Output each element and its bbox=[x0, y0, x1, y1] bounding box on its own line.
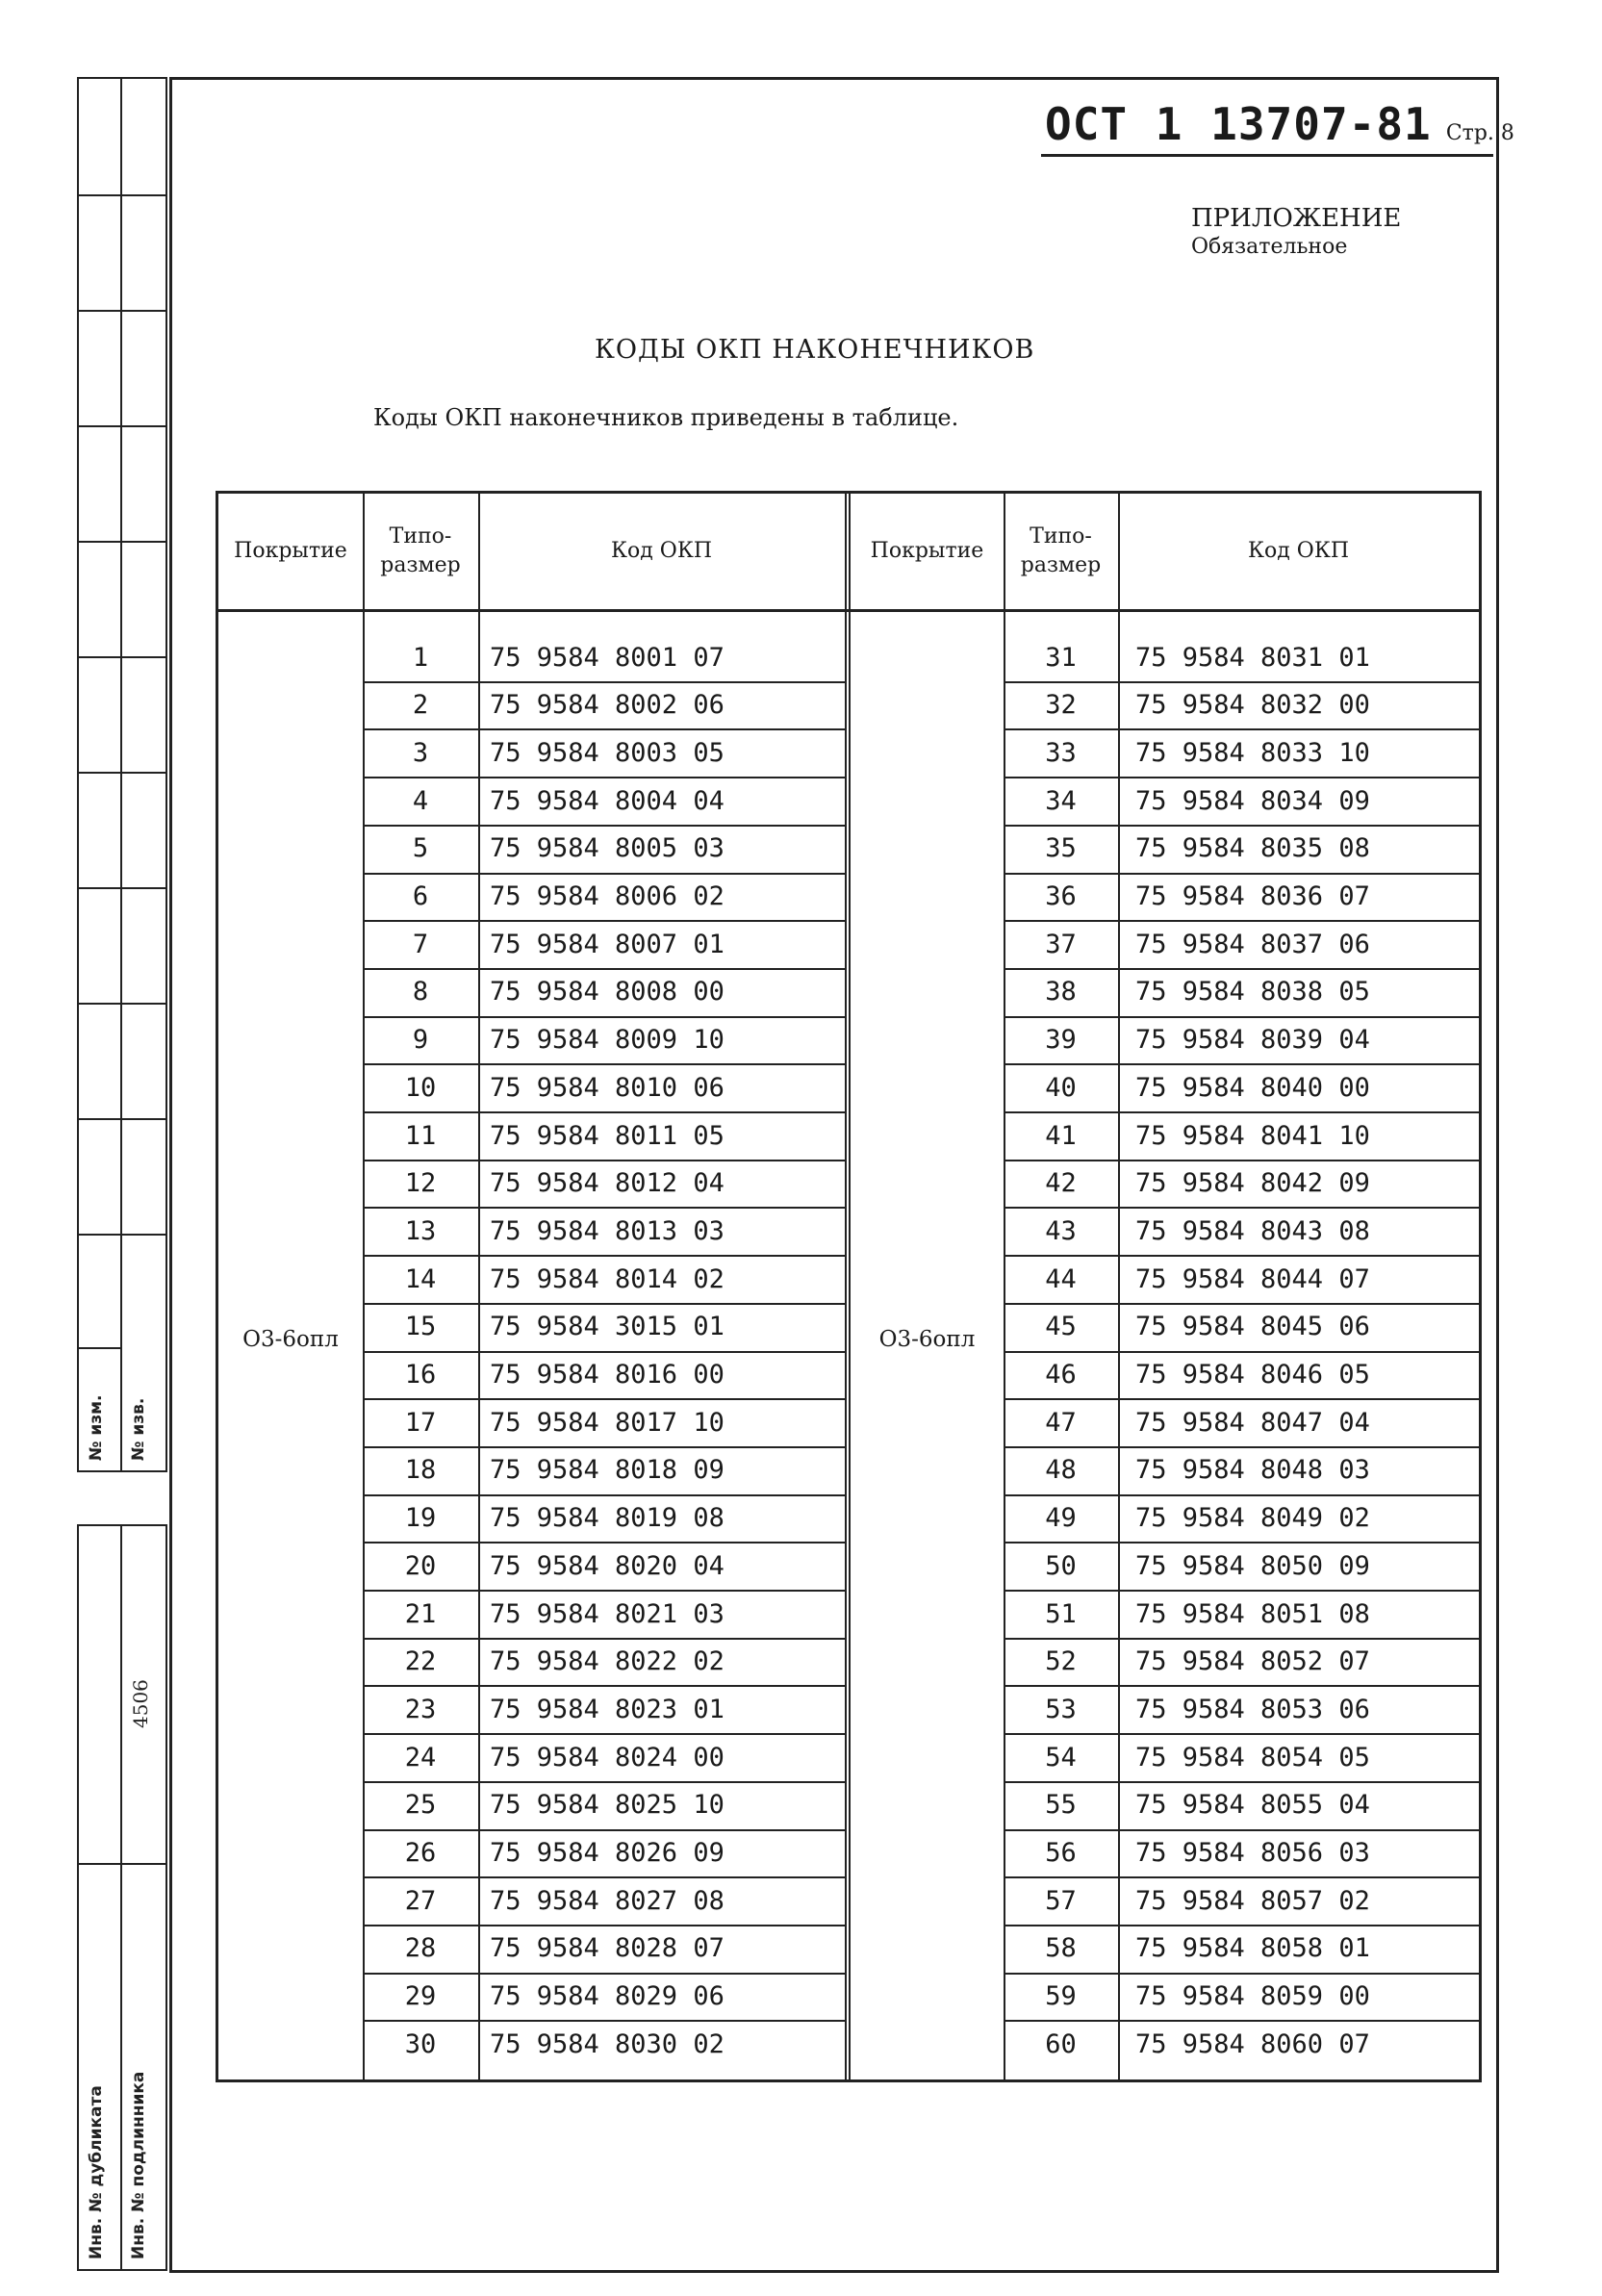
row-code: 75 9584 8054 05 bbox=[1135, 1742, 1370, 1773]
strip-line bbox=[120, 194, 165, 196]
strip-line bbox=[79, 656, 120, 658]
row-size: 18 bbox=[404, 1455, 437, 1486]
strip-line bbox=[79, 425, 120, 427]
row-size: 34 bbox=[1045, 785, 1077, 816]
col-divider bbox=[478, 494, 480, 2079]
row-code: 75 9584 8044 07 bbox=[1135, 1263, 1370, 1294]
header-size-line2: размер bbox=[1020, 553, 1102, 577]
row-size: 40 bbox=[1045, 1072, 1077, 1103]
dup-inv-label: Инв. № дубликата bbox=[87, 2085, 106, 2259]
row-code: 75 9584 8008 00 bbox=[490, 977, 725, 1008]
row-code: 75 9584 8026 09 bbox=[490, 1838, 725, 1868]
row-size: 52 bbox=[1045, 1646, 1077, 1677]
row-size: 20 bbox=[404, 1550, 437, 1581]
row-size: 27 bbox=[404, 1885, 437, 1916]
row-size: 6 bbox=[412, 881, 429, 911]
row-size: 56 bbox=[1045, 1838, 1077, 1868]
margin-strip-top bbox=[77, 77, 167, 1472]
row-code: 75 9584 8041 10 bbox=[1135, 1120, 1370, 1151]
row-size: 46 bbox=[1045, 1360, 1077, 1390]
header-size-line1: Типо- bbox=[1030, 524, 1092, 548]
strip-line bbox=[120, 1863, 165, 1865]
strip-line bbox=[120, 656, 165, 658]
row-size: 13 bbox=[404, 1215, 437, 1246]
row-size: 47 bbox=[1045, 1407, 1077, 1438]
row-size: 9 bbox=[412, 1025, 429, 1056]
row-size: 48 bbox=[1045, 1455, 1077, 1486]
strip-line bbox=[79, 541, 120, 543]
row-size: 58 bbox=[1045, 1933, 1077, 1964]
strip-line bbox=[79, 1118, 120, 1120]
row-code: 75 9584 8037 06 bbox=[1135, 929, 1370, 959]
appendix-subtitle: Обязательное bbox=[1191, 235, 1348, 259]
row-code: 75 9584 8031 01 bbox=[1135, 642, 1370, 673]
row-size: 60 bbox=[1045, 2028, 1077, 2059]
okp-code-table bbox=[216, 491, 1482, 2082]
row-code: 75 9584 8055 04 bbox=[1135, 1790, 1370, 1821]
strip-line bbox=[120, 310, 165, 312]
col-divider-center bbox=[845, 494, 851, 2079]
row-code: 75 9584 8012 04 bbox=[490, 1168, 725, 1199]
row-size: 55 bbox=[1045, 1790, 1077, 1821]
row-code: 75 9584 8056 03 bbox=[1135, 1838, 1370, 1868]
row-size: 36 bbox=[1045, 881, 1077, 911]
row-size: 53 bbox=[1045, 1694, 1077, 1724]
appendix-title: ПРИЛОЖЕНИЕ bbox=[1191, 204, 1402, 233]
strip-line bbox=[120, 1118, 165, 1120]
row-size: 16 bbox=[404, 1360, 437, 1390]
row-code: 75 9584 8022 02 bbox=[490, 1646, 725, 1677]
header-divider bbox=[218, 609, 1479, 612]
row-size: 57 bbox=[1045, 1885, 1077, 1916]
row-size: 33 bbox=[1045, 737, 1077, 768]
row-size: 35 bbox=[1045, 833, 1077, 864]
row-code: 75 9584 8017 10 bbox=[490, 1407, 725, 1438]
orig-inv-value: 4506 bbox=[129, 1679, 152, 1728]
header-size-right bbox=[1004, 494, 1118, 609]
row-code: 75 9584 8047 04 bbox=[1135, 1407, 1370, 1438]
row-code: 75 9584 8048 03 bbox=[1135, 1455, 1370, 1486]
row-code: 75 9584 8045 06 bbox=[1135, 1312, 1370, 1342]
row-code: 75 9584 8036 07 bbox=[1135, 881, 1370, 911]
strip-line bbox=[120, 1234, 165, 1236]
row-code: 75 9584 8060 07 bbox=[1135, 2028, 1370, 2059]
header-coating-right: Покрытие bbox=[870, 539, 984, 563]
doc-header bbox=[1045, 98, 1514, 150]
strip-line bbox=[79, 887, 120, 889]
row-size: 5 bbox=[412, 833, 429, 864]
row-code: 75 9584 8051 08 bbox=[1135, 1598, 1370, 1629]
strip-line bbox=[120, 1003, 165, 1005]
row-code: 75 9584 8030 02 bbox=[490, 2028, 725, 2059]
row-size: 44 bbox=[1045, 1263, 1077, 1294]
row-code: 75 9584 8028 07 bbox=[490, 1933, 725, 1964]
row-size: 19 bbox=[404, 1503, 437, 1534]
row-code: 75 9584 8020 04 bbox=[490, 1550, 725, 1581]
row-size: 10 bbox=[404, 1072, 437, 1103]
strip-line bbox=[120, 887, 165, 889]
row-size: 29 bbox=[404, 1981, 437, 2012]
row-code: 75 9584 8007 01 bbox=[490, 929, 725, 959]
row-code: 75 9584 8025 10 bbox=[490, 1790, 725, 1821]
row-size: 59 bbox=[1045, 1981, 1077, 2012]
row-size: 51 bbox=[1045, 1598, 1077, 1629]
coating-left: О3-6опл bbox=[242, 1327, 339, 1352]
row-size: 11 bbox=[404, 1120, 437, 1151]
change-no-label: № изм. bbox=[87, 1394, 106, 1461]
row-size: 7 bbox=[412, 929, 429, 959]
row-size: 28 bbox=[404, 1933, 437, 1964]
row-size: 41 bbox=[1045, 1120, 1077, 1151]
notice-no-label: № изв. bbox=[129, 1397, 148, 1461]
row-size: 22 bbox=[404, 1646, 437, 1677]
row-code: 75 9584 8004 04 bbox=[490, 785, 725, 816]
doc-code: ОСТ 1 13707-81 bbox=[1045, 98, 1432, 150]
row-code: 75 9584 8043 08 bbox=[1135, 1215, 1370, 1246]
row-code: 75 9584 8053 06 bbox=[1135, 1694, 1370, 1724]
header-coating-left: Покрытие bbox=[234, 539, 347, 563]
row-code: 75 9584 8024 00 bbox=[490, 1742, 725, 1773]
row-code: 75 9584 8002 06 bbox=[490, 690, 725, 721]
strip-line bbox=[79, 310, 120, 312]
row-size: 42 bbox=[1045, 1168, 1077, 1199]
row-code: 75 9584 8027 08 bbox=[490, 1885, 725, 1916]
row-code: 75 9584 8034 09 bbox=[1135, 785, 1370, 816]
row-size: 32 bbox=[1045, 690, 1077, 721]
row-code: 75 9584 8040 00 bbox=[1135, 1072, 1370, 1103]
row-code: 75 9584 8058 01 bbox=[1135, 1933, 1370, 1964]
row-size: 12 bbox=[404, 1168, 437, 1199]
strip-line bbox=[79, 1347, 120, 1349]
row-size: 3 bbox=[412, 737, 429, 768]
row-size: 38 bbox=[1045, 977, 1077, 1008]
coating-right: О3-6опл bbox=[878, 1327, 976, 1352]
row-code: 75 9584 8038 05 bbox=[1135, 977, 1370, 1008]
row-size: 39 bbox=[1045, 1025, 1077, 1056]
row-code: 75 9584 8035 08 bbox=[1135, 833, 1370, 864]
appendix-block bbox=[1191, 204, 1401, 259]
row-code: 75 9584 8049 02 bbox=[1135, 1503, 1370, 1534]
header-size-line1: Типо- bbox=[389, 524, 452, 548]
row-code: 75 9584 3015 01 bbox=[490, 1312, 725, 1342]
row-code: 75 9584 8021 03 bbox=[490, 1598, 725, 1629]
row-size: 17 bbox=[404, 1407, 437, 1438]
row-size: 8 bbox=[412, 977, 429, 1008]
row-size: 24 bbox=[404, 1742, 437, 1773]
row-code: 75 9584 8005 03 bbox=[490, 833, 725, 864]
row-code: 75 9584 8039 04 bbox=[1135, 1025, 1370, 1056]
row-size: 15 bbox=[404, 1312, 437, 1342]
row-size: 43 bbox=[1045, 1215, 1077, 1246]
row-code: 75 9584 8052 07 bbox=[1135, 1646, 1370, 1677]
row-size: 30 bbox=[404, 2028, 437, 2059]
row-code: 75 9584 8029 06 bbox=[490, 1981, 725, 2012]
row-size: 31 bbox=[1045, 642, 1077, 673]
row-code: 75 9584 8059 00 bbox=[1135, 1981, 1370, 2012]
row-code: 75 9584 8003 05 bbox=[490, 737, 725, 768]
strip-line bbox=[79, 194, 120, 196]
row-code: 75 9584 8023 01 bbox=[490, 1694, 725, 1724]
strip-divider bbox=[120, 79, 122, 1470]
header-underline bbox=[1041, 154, 1493, 157]
header-code-right: Код ОКП bbox=[1247, 539, 1350, 563]
row-code: 75 9584 8018 09 bbox=[490, 1455, 725, 1486]
row-size: 1 bbox=[412, 642, 429, 673]
row-size: 4 bbox=[412, 785, 429, 816]
row-code: 75 9584 8057 02 bbox=[1135, 1885, 1370, 1916]
row-code: 75 9584 8032 00 bbox=[1135, 690, 1370, 721]
row-code: 75 9584 8006 02 bbox=[490, 881, 725, 911]
header-size-line2: размер bbox=[380, 553, 461, 577]
intro-text: Коды ОКП наконечников приведены в таблице. bbox=[373, 404, 959, 431]
strip-line bbox=[79, 1234, 120, 1236]
strip-line bbox=[79, 1003, 120, 1005]
row-size: 37 bbox=[1045, 929, 1077, 959]
section-title: КОДЫ ОКП НАКОНЕЧНИКОВ bbox=[595, 335, 1035, 365]
strip-line bbox=[79, 772, 120, 774]
row-code: 75 9584 8009 10 bbox=[490, 1025, 725, 1056]
orig-inv-label: Инв. № подлинника bbox=[129, 2071, 148, 2259]
row-size: 45 bbox=[1045, 1312, 1077, 1342]
row-code: 75 9584 8050 09 bbox=[1135, 1550, 1370, 1581]
row-code: 75 9584 8001 07 bbox=[490, 642, 725, 673]
doc-page: Стр. 8 bbox=[1445, 121, 1514, 145]
row-size: 50 bbox=[1045, 1550, 1077, 1581]
row-size: 49 bbox=[1045, 1503, 1077, 1534]
strip-line bbox=[120, 541, 165, 543]
row-code: 75 9584 8013 03 bbox=[490, 1215, 725, 1246]
margin-strip-bottom bbox=[77, 1524, 167, 2271]
row-code: 75 9584 8010 06 bbox=[490, 1072, 725, 1103]
row-size: 14 bbox=[404, 1263, 437, 1294]
strip-line bbox=[79, 1863, 120, 1865]
strip-divider bbox=[120, 1526, 122, 2269]
row-code: 75 9584 8033 10 bbox=[1135, 737, 1370, 768]
strip-line bbox=[120, 425, 165, 427]
row-code: 75 9584 8016 00 bbox=[490, 1360, 725, 1390]
row-size: 21 bbox=[404, 1598, 437, 1629]
header-size-left bbox=[363, 494, 478, 609]
col-divider bbox=[1118, 494, 1120, 2079]
strip-line bbox=[120, 772, 165, 774]
row-code: 75 9584 8014 02 bbox=[490, 1263, 725, 1294]
row-size: 26 bbox=[404, 1838, 437, 1868]
row-size: 23 bbox=[404, 1694, 437, 1724]
row-code: 75 9584 8042 09 bbox=[1135, 1168, 1370, 1199]
row-code: 75 9584 8046 05 bbox=[1135, 1360, 1370, 1390]
row-code: 75 9584 8019 08 bbox=[490, 1503, 725, 1534]
header-code-left: Код ОКП bbox=[610, 539, 713, 563]
row-code: 75 9584 8011 05 bbox=[490, 1120, 725, 1151]
row-size: 25 bbox=[404, 1790, 437, 1821]
row-size: 54 bbox=[1045, 1742, 1077, 1773]
row-size: 2 bbox=[412, 690, 429, 721]
